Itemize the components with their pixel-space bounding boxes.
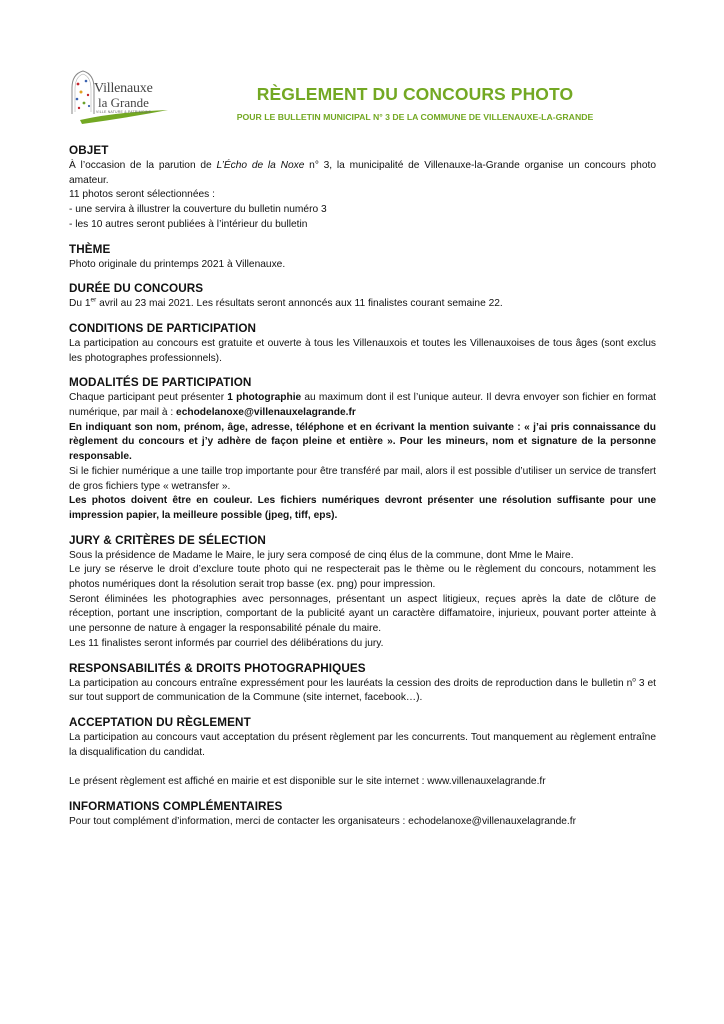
section-acceptation [69, 715, 656, 790]
section-objet [69, 143, 656, 233]
section-heading: CONDITIONS DE PARTICIPATION [69, 321, 257, 335]
section-heading: JURY & CRITÈRES DE SÉLECTION [69, 533, 266, 547]
section-heading: DURÉE DU CONCOURS [69, 282, 204, 296]
section-theme [69, 242, 656, 273]
logo-tagline: VILLE NATURE & PATRIMOINE [96, 110, 152, 114]
section-jury [69, 533, 656, 652]
paragraph: La participation au concours est gratuite et ouverte à tous les Villenauxois et toutes les Villenauxoises de tous âges (sont exclus les photographes professionnels). [69, 337, 656, 364]
rules-content [69, 143, 656, 838]
section-heading: OBJET [69, 144, 109, 157]
section-heading: THÈME [69, 242, 111, 256]
logo-line1: Villenauxe [94, 81, 153, 96]
section-heading: ACCEPTATION DU RÈGLEMENT [69, 715, 251, 729]
paragraph: Chaque participant peut présenter 1 photographie au maximum dont il est l’unique auteur. Il devra envoyer son fichier en format numérique, par mail à : echodelanoxe@villenauxelagrande.fr [69, 392, 656, 419]
section-responsabilites [69, 661, 656, 706]
paragraph: Le jury se réserve le droit d’exclure toute photo qui ne respecterait pas le thème ou le règlement du concours, notamment les photos numériques dont la résolution serait trop basse (ex. png) pour impression. [69, 564, 656, 591]
paragraph: La participation au concours entraîne expressément pour les lauréats la cession des droits de reproduction dans le bulletin $n^o$ 3 et sur tout support de communication de la Commune (site internet, facebook…). [69, 676, 656, 704]
section-heading: RESPONSABILITÉS & DROITS PHOTOGRAPHIQUES [69, 661, 366, 675]
logo-line2: la Grande [98, 95, 149, 110]
paragraph: À l’occasion de la parution de L’Écho de la Noxe n° 3, la municipalité de Villenauxe-la-Grande organise un concours photo amateur. [69, 160, 657, 186]
municipal-logo [66, 68, 170, 128]
paragraph-bold: En indiquant son nom, prénom, âge, adresse, téléphone et en écrivant la mention suivante : « j’ai pris connaissance du règlement du concours et j’y adhère de façon pleine et entière ». Pour les mineurs, nom et signature de la personne responsable. [69, 421, 656, 463]
section-modalites [69, 375, 656, 523]
paragraph-bold: Les photos doivent être en couleur. Les fichiers numériques devront présenter une résolution suffisante pour une impression papier, la meilleure possible (jpeg, tiff, eps). [69, 495, 656, 521]
section-infos [69, 799, 656, 830]
paragraph: Les 11 finalistes seront informés par courriel des délibérations du jury. [69, 637, 384, 649]
paragraph: Pour tout complément d’information, merci de contacter les organisateurs : echodelanoxe@villenauxelagrande.fr [69, 815, 576, 827]
section-heading: MODALITÉS DE PARTICIPATION [69, 376, 252, 390]
paragraph: Seront éliminées les photographies avec personnages, présentant un aspect litigieux, reçues après la date de clôture de réception, portant une inscription, comportant de la publicité ayant un caractère diffamatoire, injurieux, pouvant porter atteinte à une personne de nature à engager la responsabilité pénale du maire. [69, 593, 656, 635]
document-title: RÈGLEMENT DU CONCOURS PHOTO [256, 84, 574, 104]
section-conditions [69, 321, 656, 366]
section-duree [69, 281, 656, 312]
list-item: - les 10 autres seront publiées à l’intérieur du bulletin [69, 218, 308, 230]
paragraph: Du 1er avril au 23 mai 2021. Les résultats seront annoncés aux 11 finalistes courant semaine 22. [69, 296, 503, 310]
list-item: - une servira à illustrer la couverture du bulletin numéro 3 [69, 204, 327, 216]
paragraph: Le présent règlement est affiché en mairie et est disponible sur le site internet : www.villenauxelagrande.fr [69, 776, 546, 788]
document-subtitle: POUR LE BULLETIN MUNICIPAL N° 3 DE LA COMMUNE DE VILLENAUXE-LA-GRANDE [236, 112, 594, 122]
paragraph: Si le fichier numérique a une taille trop importante pour être transféré par mail, alors il est possible d’utiliser un service de transfert de gros fichiers type « wetransfer ». [69, 465, 656, 492]
paragraph: 11 photos seront sélectionnées : [69, 189, 215, 201]
paragraph: Photo originale du printemps 2021 à Villenauxe. [69, 258, 286, 270]
section-heading: INFORMATIONS COMPLÉMENTAIRES [69, 799, 283, 813]
paragraph: La participation au concours vaut acceptation du présent règlement par les concurrents. Tout manquement au règlement entraîne la disqualification du candidat. [69, 731, 656, 758]
paragraph: Sous la présidence de Madame le Maire, le jury sera composé de cinq élus de la commune, dont Mme le Maire. [69, 549, 574, 561]
